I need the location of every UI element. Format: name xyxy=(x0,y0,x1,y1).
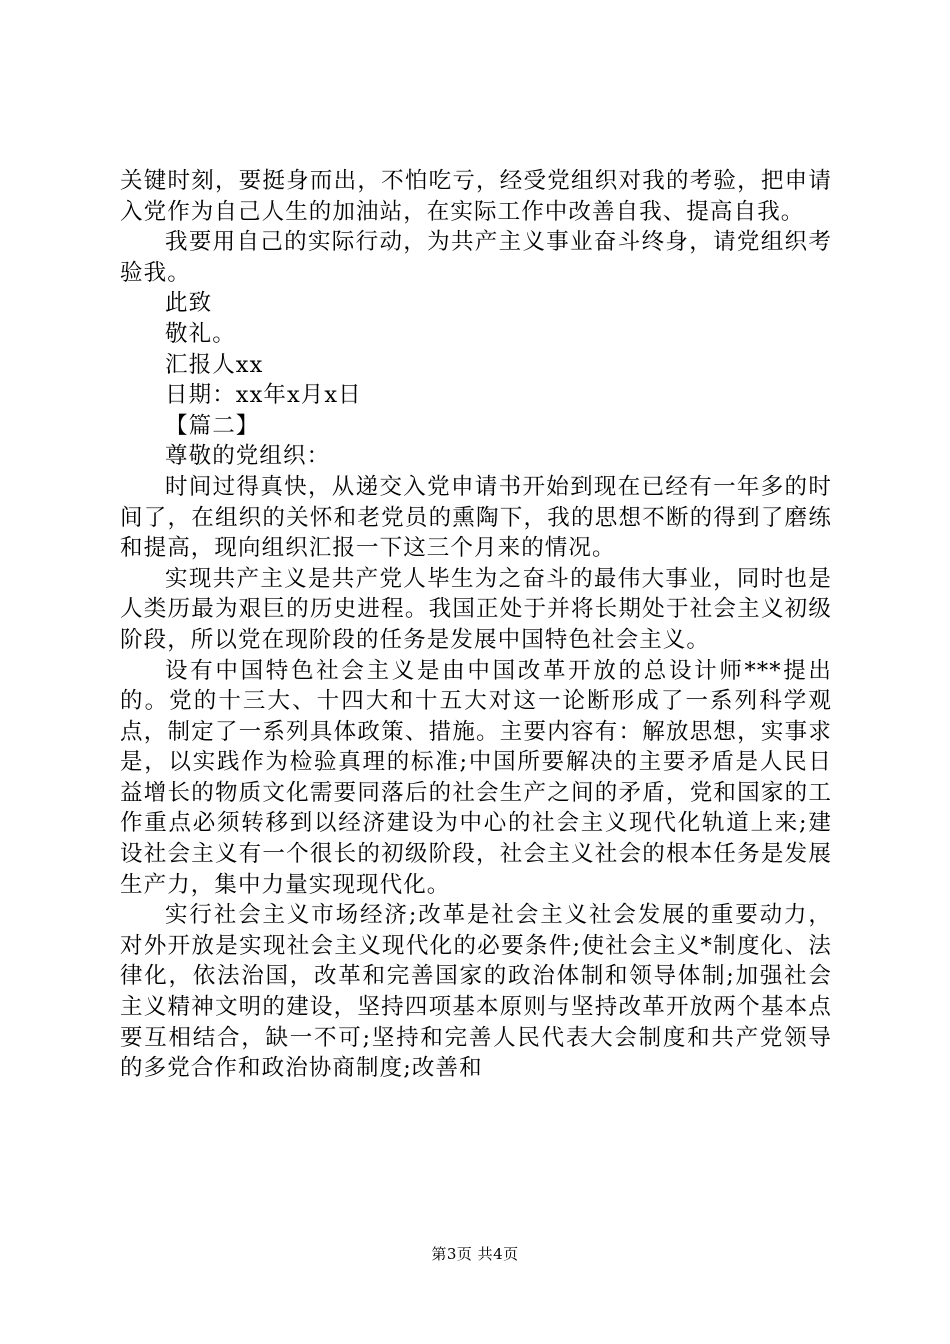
paragraph-2: 我要用自己的实际行动，为共产主义事业奋斗终身，请党组织考验我。 xyxy=(120,229,832,286)
document-body xyxy=(120,166,832,1084)
reporter-line: 汇报人xx xyxy=(165,351,264,378)
salutation-cizhi: 此致 xyxy=(165,290,213,317)
paragraph-communism: 实现共产主义是共产党人毕生为之奋斗的最伟大事业，同时也是人类历最为艰巨的历史进程。我国正处于并将长期处于社会主义初级阶段，所以党在现阶段的任务是发展中国特色社会主义。 xyxy=(120,565,832,653)
paragraph-socialism-theory: 设有中国特色社会主义是由中国改革开放的总设计师***提出的。党的十三大、十四大和十五大对这一论断形成了一系列科学观点，制定了一系列具体政策、措施。主要内容有：解放思想，实事求是，以实践作为检验真理的标准;中国所要解决的主要矛盾是人民日益增长的物质文化需要同落后的社会生产之间的矛盾，党和国家的工作重点必须转移到以经济建设为中心的社会主义现代化轨道上来;建设社会主义有一个很长的初级阶段，社会主义社会的根本任务是发展生产力，集中力量实现现代化。 xyxy=(120,657,832,898)
paragraph-market-economy: 实行社会主义市场经济;改革是社会主义社会发展的重要动力，对外开放是实现社会主义现代化的必要条件;使社会主义*制度化、法律化，依法治国，改革和完善国家的政治体制和领导体制;加强社会主义精神文明的建设，坚持四项基本原则与坚持改革开放两个基本点要互相结合，缺一不可;坚持和完善人民代表大会制度和共产党领导的多党合作和政治协商制度;改善和 xyxy=(120,902,832,1082)
paragraph-time: 时间过得真快，从递交入党申请书开始到现在已经有一年多的时间了，在组织的关怀和老党员的熏陶下，我的思想不断的得到了磨练和提高，现向组织汇报一下这三个月来的情况。 xyxy=(120,473,832,562)
salutation-jingli: 敬礼。 xyxy=(165,320,236,347)
date-line: 日期：xx年x月x日 xyxy=(165,382,362,409)
greeting: 尊敬的党组织： xyxy=(165,443,331,470)
section-heading: 【篇二】 xyxy=(165,412,260,439)
page-number: 第3页 共4页 xyxy=(431,1245,519,1263)
paragraph-1: 关键时刻，要挺身而出，不怕吃亏，经受党组织对我的考验，把申请入党作为自己人生的加油站，在实际工作中改善自我、提高自我。 xyxy=(120,168,832,225)
